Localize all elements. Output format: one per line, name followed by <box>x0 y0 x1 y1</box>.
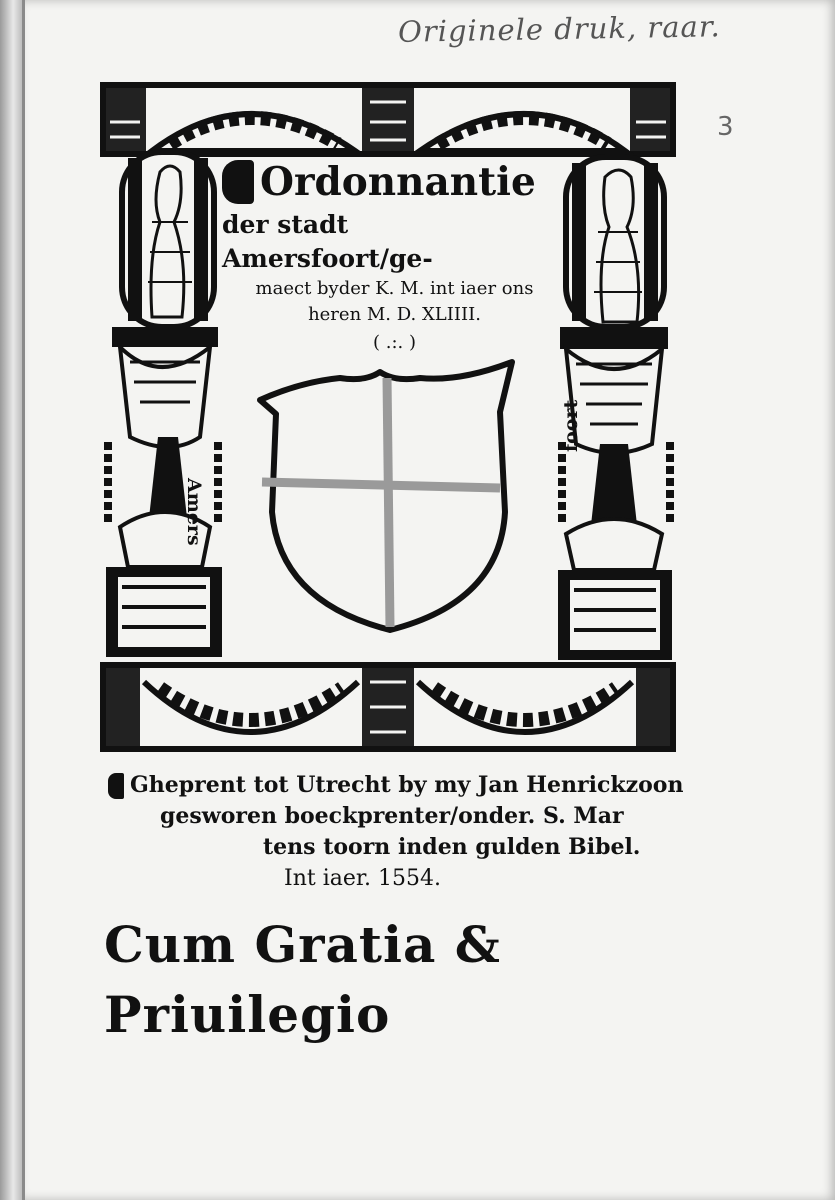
arms-label-left: Amers <box>183 478 205 546</box>
title-block <box>222 158 567 358</box>
imprint-line-1 <box>108 770 688 801</box>
imprint-line-1-text: Gheprent tot Utrecht by my Jan Henrickzoon <box>130 772 684 798</box>
imprint-line-2: gesworen boeckprenter/onder. S. Mar <box>160 803 624 829</box>
page-number: 3 <box>717 112 734 142</box>
bottom-arch-band <box>100 662 676 752</box>
handwritten-note: Originele druk, raar. <box>397 9 721 49</box>
imprint-line-3: tens toorn inden gulden Bibel. <box>263 834 641 860</box>
title-line-4: heren M. D. XLIIII. <box>308 304 481 325</box>
title-main-text: Ordonnantie <box>260 159 536 205</box>
left-column-figure <box>106 152 222 657</box>
privilege-line: Cum Gratia & Priuilegio <box>104 915 501 1044</box>
title-line-3: maect byder K. M. int iaer ons <box>255 278 534 299</box>
pilcrow-icon <box>222 160 254 204</box>
arms-label-right: foort <box>560 399 582 452</box>
book-edge <box>0 0 22 1200</box>
imprint-line-4: Int iaer. 1554. <box>284 866 441 891</box>
title-main <box>222 158 567 206</box>
imprint <box>108 770 688 894</box>
pilcrow-icon <box>108 773 124 799</box>
top-arch-band <box>100 82 676 157</box>
coat-of-arms-shield <box>260 362 512 630</box>
title-line-2: der stadt Amersfoort/ge- <box>222 210 433 273</box>
title-ornament: ( .:. ) <box>373 332 416 353</box>
